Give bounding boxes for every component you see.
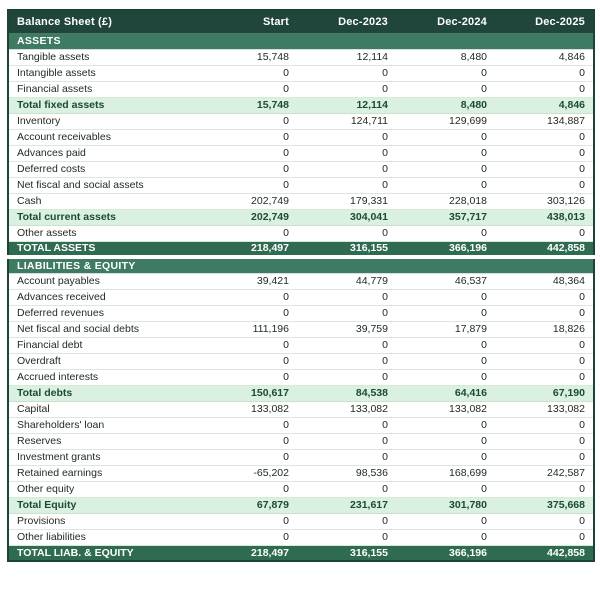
cell-value: 0 xyxy=(495,481,594,497)
cell-value: 0 xyxy=(396,177,495,193)
table-row-total-debts xyxy=(8,385,594,401)
cell-value: 218,497 xyxy=(198,241,297,257)
table-row-provisions xyxy=(8,513,594,529)
cell-value: 0 xyxy=(495,337,594,353)
cell-value: 0 xyxy=(297,529,396,545)
cell-value: 84,538 xyxy=(297,385,396,401)
table-row-intangible-assets xyxy=(8,65,594,81)
table-title: Balance Sheet (£) xyxy=(8,10,198,33)
cell-value: 18,826 xyxy=(495,321,594,337)
column-header-dec-2025: Dec-2025 xyxy=(495,10,594,33)
row-label: Cash xyxy=(8,193,198,209)
table-row-reserves xyxy=(8,433,594,449)
row-label: Total debts xyxy=(8,385,198,401)
table-row-advances-received xyxy=(8,289,594,305)
row-label: Accrued interests xyxy=(8,369,198,385)
cell-value: 0 xyxy=(495,529,594,545)
cell-value: 0 xyxy=(198,81,297,97)
cell-value: 0 xyxy=(198,289,297,305)
cell-value: 8,480 xyxy=(396,49,495,65)
cell-value: 0 xyxy=(297,337,396,353)
cell-value: 39,759 xyxy=(297,321,396,337)
cell-value: 0 xyxy=(396,449,495,465)
cell-value: 67,190 xyxy=(495,385,594,401)
table-row-overdraft xyxy=(8,353,594,369)
row-label: Investment grants xyxy=(8,449,198,465)
column-header-dec-2023: Dec-2023 xyxy=(297,10,396,33)
cell-value: 0 xyxy=(396,433,495,449)
balance-sheet-table xyxy=(7,9,595,562)
table-row-account-receivables xyxy=(8,129,594,145)
cell-value: -65,202 xyxy=(198,465,297,481)
section-header-label: ASSETS xyxy=(8,33,594,49)
cell-value: 231,617 xyxy=(297,497,396,513)
cell-value: 0 xyxy=(396,129,495,145)
cell-value: 0 xyxy=(396,369,495,385)
cell-value: 0 xyxy=(495,145,594,161)
table-row-deferred-costs xyxy=(8,161,594,177)
cell-value: 0 xyxy=(198,145,297,161)
table-row-cash xyxy=(8,193,594,209)
table-row-total-assets xyxy=(8,241,594,257)
cell-value: 0 xyxy=(495,513,594,529)
section-header-liabilities-equity xyxy=(8,257,594,273)
cell-value: 0 xyxy=(396,289,495,305)
cell-value: 0 xyxy=(396,161,495,177)
cell-value: 46,537 xyxy=(396,273,495,289)
cell-value: 133,082 xyxy=(396,401,495,417)
row-label: Provisions xyxy=(8,513,198,529)
cell-value: 0 xyxy=(297,305,396,321)
cell-value: 0 xyxy=(396,337,495,353)
row-label: Reserves xyxy=(8,433,198,449)
cell-value: 0 xyxy=(396,145,495,161)
table-row-advances-paid xyxy=(8,145,594,161)
cell-value: 0 xyxy=(495,369,594,385)
table-row-other-assets xyxy=(8,225,594,241)
cell-value: 39,421 xyxy=(198,273,297,289)
cell-value: 0 xyxy=(198,129,297,145)
cell-value: 0 xyxy=(297,481,396,497)
cell-value: 0 xyxy=(396,513,495,529)
cell-value: 0 xyxy=(396,353,495,369)
cell-value: 438,013 xyxy=(495,209,594,225)
table-row-investment-grants xyxy=(8,449,594,465)
row-label: TOTAL LIAB. & EQUITY xyxy=(8,545,198,561)
table-row-total-equity xyxy=(8,497,594,513)
row-label: Financial assets xyxy=(8,81,198,97)
cell-value: 48,364 xyxy=(495,273,594,289)
cell-value: 150,617 xyxy=(198,385,297,401)
cell-value: 0 xyxy=(297,161,396,177)
cell-value: 316,155 xyxy=(297,545,396,561)
column-header-dec-2024: Dec-2024 xyxy=(396,10,495,33)
row-label: Retained earnings xyxy=(8,465,198,481)
cell-value: 442,858 xyxy=(495,545,594,561)
section-header-label: LIABILITIES & EQUITY xyxy=(8,257,594,273)
cell-value: 0 xyxy=(396,225,495,241)
row-label: Account receivables xyxy=(8,129,198,145)
cell-value: 357,717 xyxy=(396,209,495,225)
cell-value: 0 xyxy=(198,305,297,321)
cell-value: 98,536 xyxy=(297,465,396,481)
cell-value: 0 xyxy=(297,417,396,433)
row-label: Total Equity xyxy=(8,497,198,513)
table-row-capital xyxy=(8,401,594,417)
row-label: Total current assets xyxy=(8,209,198,225)
cell-value: 0 xyxy=(396,81,495,97)
cell-value: 133,082 xyxy=(297,401,396,417)
cell-value: 0 xyxy=(198,513,297,529)
cell-value: 0 xyxy=(297,449,396,465)
cell-value: 179,331 xyxy=(297,193,396,209)
cell-value: 0 xyxy=(495,65,594,81)
cell-value: 133,082 xyxy=(198,401,297,417)
cell-value: 0 xyxy=(495,449,594,465)
section-header-assets xyxy=(8,33,594,49)
cell-value: 0 xyxy=(198,113,297,129)
cell-value: 0 xyxy=(297,65,396,81)
cell-value: 44,779 xyxy=(297,273,396,289)
cell-value: 202,749 xyxy=(198,209,297,225)
cell-value: 228,018 xyxy=(396,193,495,209)
row-label: Inventory xyxy=(8,113,198,129)
cell-value: 111,196 xyxy=(198,321,297,337)
balance-sheet xyxy=(7,9,593,562)
cell-value: 15,748 xyxy=(198,49,297,65)
row-label: Shareholders' loan xyxy=(8,417,198,433)
cell-value: 0 xyxy=(297,369,396,385)
table-row-total-current-assets xyxy=(8,209,594,225)
cell-value: 0 xyxy=(198,433,297,449)
row-label: Net fiscal and social debts xyxy=(8,321,198,337)
cell-value: 0 xyxy=(495,289,594,305)
cell-value: 0 xyxy=(495,81,594,97)
cell-value: 0 xyxy=(396,305,495,321)
cell-value: 17,879 xyxy=(396,321,495,337)
row-label: Total fixed assets xyxy=(8,97,198,113)
table-row-tangible-assets xyxy=(8,49,594,65)
cell-value: 304,041 xyxy=(297,209,396,225)
cell-value: 0 xyxy=(198,353,297,369)
row-label: Other assets xyxy=(8,225,198,241)
row-label: Net fiscal and social assets xyxy=(8,177,198,193)
cell-value: 0 xyxy=(297,225,396,241)
column-header-start: Start xyxy=(198,10,297,33)
cell-value: 0 xyxy=(495,129,594,145)
cell-value: 129,699 xyxy=(396,113,495,129)
cell-value: 168,699 xyxy=(396,465,495,481)
row-label: Advances received xyxy=(8,289,198,305)
cell-value: 0 xyxy=(297,177,396,193)
cell-value: 0 xyxy=(396,529,495,545)
cell-value: 12,114 xyxy=(297,49,396,65)
table-header xyxy=(8,10,594,33)
cell-value: 0 xyxy=(495,353,594,369)
cell-value: 0 xyxy=(297,433,396,449)
table-row-total-liab-equity xyxy=(8,545,594,561)
row-label: TOTAL ASSETS xyxy=(8,241,198,257)
table-row-accrued-interests xyxy=(8,369,594,385)
cell-value: 0 xyxy=(198,337,297,353)
cell-value: 0 xyxy=(396,481,495,497)
cell-value: 218,497 xyxy=(198,545,297,561)
row-label: Other liabilities xyxy=(8,529,198,545)
row-label: Deferred costs xyxy=(8,161,198,177)
cell-value: 0 xyxy=(297,81,396,97)
cell-value: 0 xyxy=(297,513,396,529)
cell-value: 0 xyxy=(495,177,594,193)
cell-value: 316,155 xyxy=(297,241,396,257)
row-label: Advances paid xyxy=(8,145,198,161)
cell-value: 366,196 xyxy=(396,545,495,561)
cell-value: 0 xyxy=(198,449,297,465)
cell-value: 0 xyxy=(198,65,297,81)
cell-value: 301,780 xyxy=(396,497,495,513)
cell-value: 0 xyxy=(297,145,396,161)
row-label: Tangible assets xyxy=(8,49,198,65)
cell-value: 0 xyxy=(297,289,396,305)
cell-value: 0 xyxy=(495,417,594,433)
cell-value: 0 xyxy=(297,353,396,369)
row-label: Other equity xyxy=(8,481,198,497)
cell-value: 0 xyxy=(198,369,297,385)
cell-value: 0 xyxy=(396,417,495,433)
row-label: Account payables xyxy=(8,273,198,289)
cell-value: 64,416 xyxy=(396,385,495,401)
table-row-net-fiscal-and-social-debts xyxy=(8,321,594,337)
cell-value: 0 xyxy=(495,161,594,177)
table-row-other-equity xyxy=(8,481,594,497)
table-row-account-payables xyxy=(8,273,594,289)
cell-value: 4,846 xyxy=(495,97,594,113)
cell-value: 0 xyxy=(396,65,495,81)
cell-value: 12,114 xyxy=(297,97,396,113)
row-label: Overdraft xyxy=(8,353,198,369)
cell-value: 15,748 xyxy=(198,97,297,113)
cell-value: 242,587 xyxy=(495,465,594,481)
table-body xyxy=(8,33,594,561)
table-row-financial-assets xyxy=(8,81,594,97)
cell-value: 0 xyxy=(198,225,297,241)
table-row-financial-debt xyxy=(8,337,594,353)
cell-value: 0 xyxy=(198,161,297,177)
cell-value: 124,711 xyxy=(297,113,396,129)
cell-value: 303,126 xyxy=(495,193,594,209)
row-label: Intangible assets xyxy=(8,65,198,81)
cell-value: 442,858 xyxy=(495,241,594,257)
cell-value: 375,668 xyxy=(495,497,594,513)
table-row-deferred-revenues xyxy=(8,305,594,321)
row-label: Deferred revenues xyxy=(8,305,198,321)
cell-value: 0 xyxy=(198,417,297,433)
header-row xyxy=(8,10,594,33)
cell-value: 0 xyxy=(495,305,594,321)
cell-value: 67,879 xyxy=(198,497,297,513)
row-label: Financial debt xyxy=(8,337,198,353)
cell-value: 0 xyxy=(198,177,297,193)
cell-value: 134,887 xyxy=(495,113,594,129)
row-label: Capital xyxy=(8,401,198,417)
table-row-net-fiscal-and-social-assets xyxy=(8,177,594,193)
table-row-shareholders-loan xyxy=(8,417,594,433)
cell-value: 8,480 xyxy=(396,97,495,113)
table-row-inventory xyxy=(8,113,594,129)
cell-value: 0 xyxy=(495,433,594,449)
table-row-total-fixed-assets xyxy=(8,97,594,113)
table-row-other-liabilities xyxy=(8,529,594,545)
cell-value: 202,749 xyxy=(198,193,297,209)
cell-value: 366,196 xyxy=(396,241,495,257)
cell-value: 0 xyxy=(198,481,297,497)
cell-value: 4,846 xyxy=(495,49,594,65)
table-row-retained-earnings xyxy=(8,465,594,481)
cell-value: 133,082 xyxy=(495,401,594,417)
cell-value: 0 xyxy=(198,529,297,545)
cell-value: 0 xyxy=(495,225,594,241)
cell-value: 0 xyxy=(297,129,396,145)
